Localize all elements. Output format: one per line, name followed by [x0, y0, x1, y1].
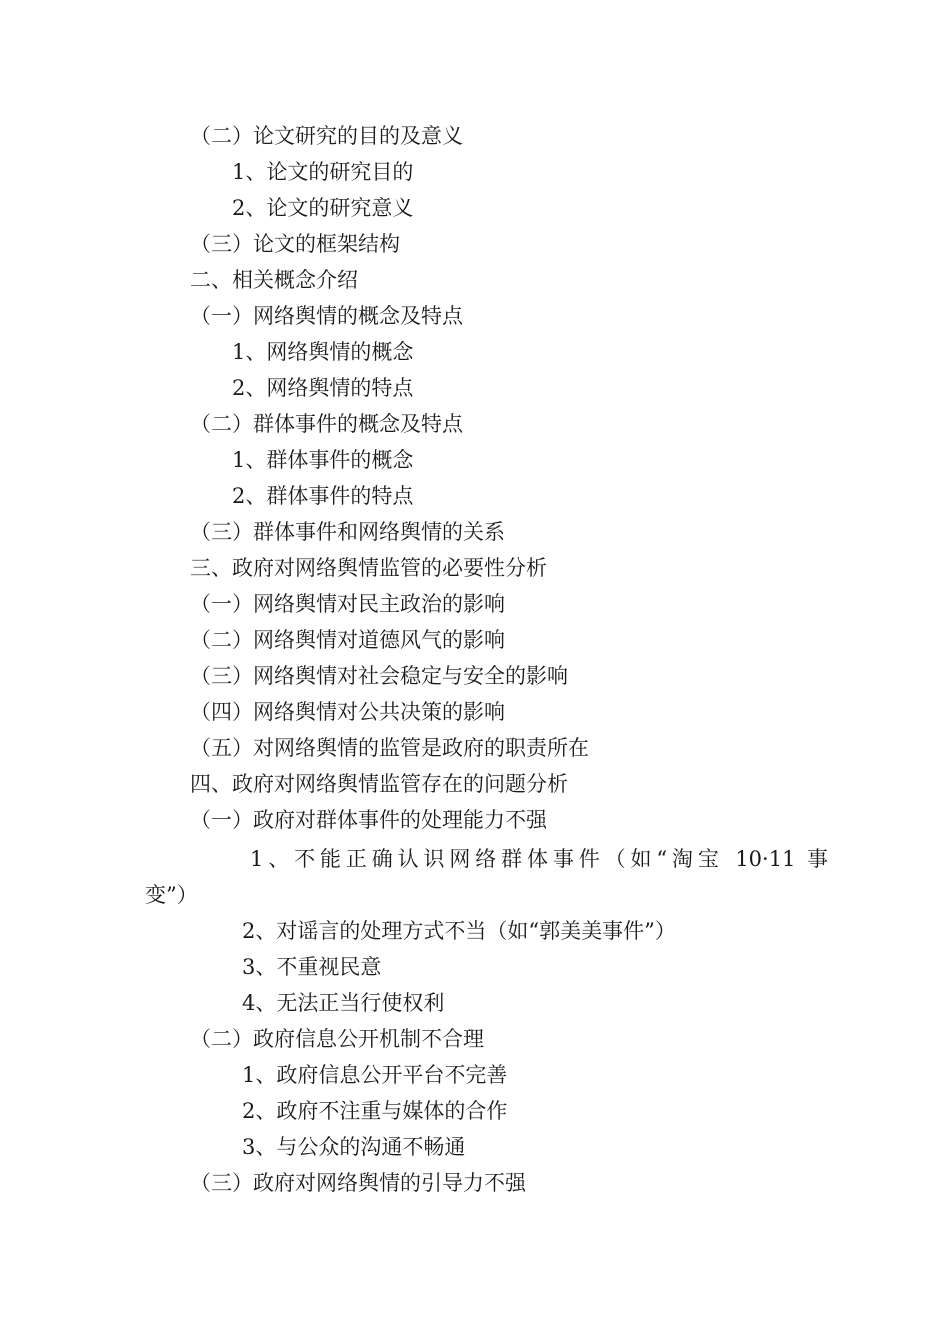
toc-entry-item: 1、论文的研究目的 — [232, 160, 414, 184]
toc-entry-item: 1、政府信息公开平台不完善 — [242, 1063, 508, 1087]
toc-entry-item: 4、无法正当行使权利 — [242, 991, 445, 1015]
toc-entry-subsection: （二）群体事件的概念及特点 — [190, 412, 463, 436]
toc-entry-subsection: （一）网络舆情的概念及特点 — [190, 304, 463, 328]
toc-entry-subsection: （二）网络舆情对道德风气的影响 — [190, 628, 505, 652]
toc-entry-section: 二、相关概念介绍 — [190, 268, 358, 292]
toc-entry-subsection: （三）政府对网络舆情的引导力不强 — [190, 1171, 526, 1195]
toc-entry-item: 2、论文的研究意义 — [232, 196, 414, 220]
toc-entry-subsection: （三）网络舆情对社会稳定与安全的影响 — [190, 664, 568, 688]
toc-entry-subsection: （二）政府信息公开机制不合理 — [190, 1027, 484, 1051]
toc-entry-item: 2、政府不注重与媒体的合作 — [242, 1099, 508, 1123]
toc-entry-subsection: （三）群体事件和网络舆情的关系 — [190, 520, 505, 544]
toc-entry-section: 四、政府对网络舆情监管存在的问题分析 — [190, 772, 568, 796]
toc-entry-item-continuation: 变”） — [145, 883, 198, 907]
toc-entry-subsection: （二）论文研究的目的及意义 — [190, 124, 463, 148]
toc-entry-item: 2、对谣言的处理方式不当（如“郭美美事件”） — [242, 919, 676, 943]
toc-entry-subsection: （五）对网络舆情的监管是政府的职责所在 — [190, 736, 589, 760]
toc-entry-subsection: （一）政府对群体事件的处理能力不强 — [190, 808, 547, 832]
toc-entry-item: 1、群体事件的概念 — [232, 448, 414, 472]
toc-entry-section: 三、政府对网络舆情监管的必要性分析 — [190, 556, 547, 580]
toc-entry-subsection: （四）网络舆情对公共决策的影响 — [190, 700, 505, 724]
toc-entry-subsection: （一）网络舆情对民主政治的影响 — [190, 592, 505, 616]
toc-entry-subsection: （三）论文的框架结构 — [190, 232, 400, 256]
toc-entry-item: 3、与公众的沟通不畅通 — [242, 1135, 466, 1159]
toc-entry-item: 1、网络舆情的概念 — [232, 340, 414, 364]
toc-entry-item: 2、网络舆情的特点 — [232, 376, 414, 400]
toc-entry-item: 2、群体事件的特点 — [232, 484, 414, 508]
toc-entry-item: 1、不能正确认识网络群体事件（如“淘宝 10·11 事 — [250, 847, 828, 871]
toc-entry-item: 3、不重视民意 — [242, 955, 382, 979]
